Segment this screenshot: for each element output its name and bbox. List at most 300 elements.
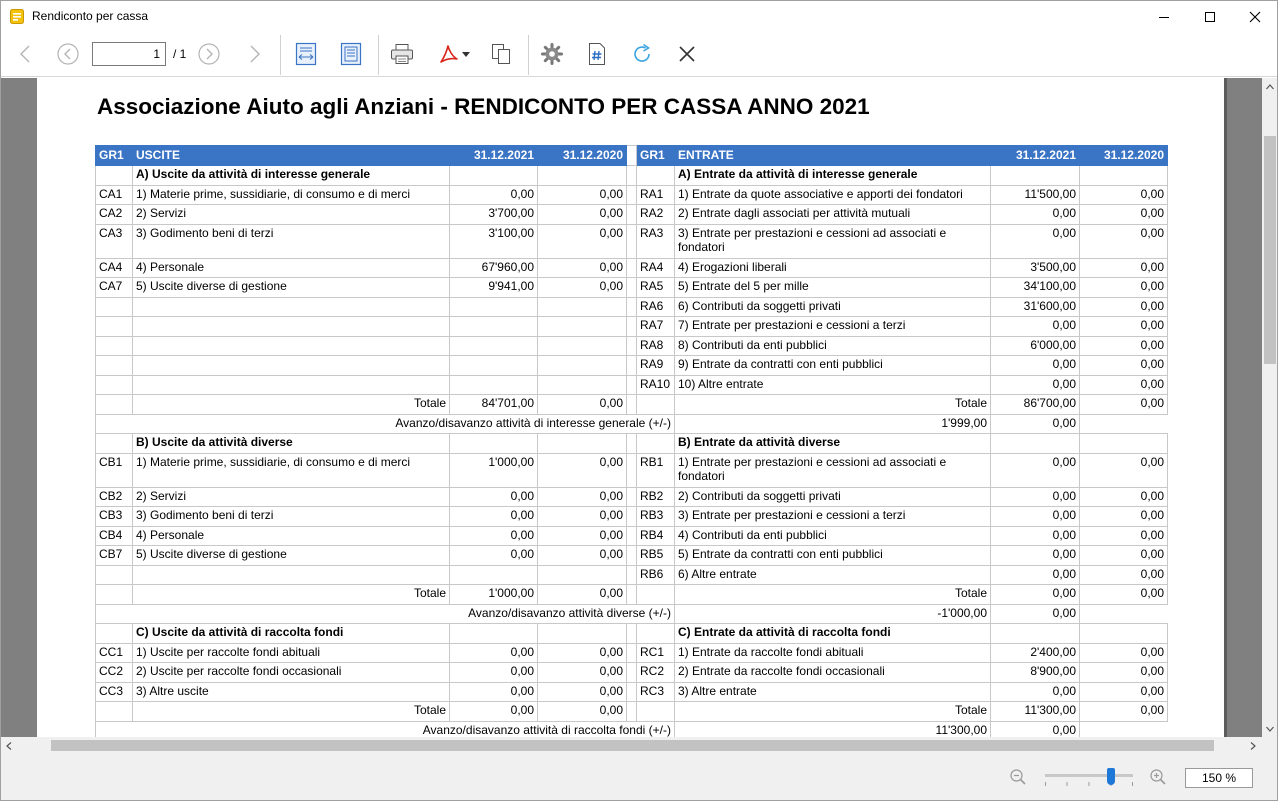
close-x-icon (678, 45, 696, 63)
circle-chevron-left-icon (56, 42, 80, 66)
entrate-2020: 0,00 (1080, 258, 1168, 278)
scroll-left-button[interactable] (1, 737, 17, 754)
gr1-code: RB4 (637, 526, 675, 546)
uscite-2020: 0,00 (538, 643, 627, 663)
uscite-2021 (450, 336, 538, 356)
column-gap (627, 166, 637, 186)
entrate-desc: 6) Altre entrate (675, 565, 991, 585)
column-gap (627, 278, 637, 298)
entrate-desc: 2) Entrate dagli associati per attività mutuali (675, 205, 991, 225)
entrate-2020: 0,00 (991, 414, 1080, 434)
balance-label: Avanzo/disavanzo attività di raccolta fondi (+/-) (96, 721, 675, 737)
column-gap (627, 297, 637, 317)
circle-chevron-right-icon (197, 42, 221, 66)
arrow-up-icon (1266, 84, 1274, 90)
entrate-2021: 11'300,00 (675, 721, 991, 737)
entrate-2021 (991, 434, 1080, 454)
gr1-code (96, 317, 133, 337)
arrow-down-icon (1266, 726, 1274, 732)
document-viewport[interactable] (1, 78, 1262, 737)
gr1-code: CA4 (96, 258, 133, 278)
gr1-code: CA2 (96, 205, 133, 225)
entrate-2020: 0,00 (1080, 395, 1168, 415)
first-page-button[interactable] (13, 38, 37, 70)
gr1-code: RC2 (637, 663, 675, 683)
maximize-button[interactable] (1187, 1, 1233, 32)
gr1-code: RB3 (637, 507, 675, 527)
gr1-code (637, 434, 675, 454)
uscite-2021: 0,00 (450, 663, 538, 683)
table-row (96, 317, 1168, 337)
entrate-2021: 0,00 (991, 682, 1080, 702)
pdf-icon (437, 42, 461, 66)
uscite-2021: 0,00 (450, 185, 538, 205)
toolbar-separator (378, 35, 379, 75)
vertical-scroll-thumb[interactable] (1264, 136, 1276, 364)
report-title: Associazione Aiuto agli Anziani - RENDICONTO PER CASSA ANNO 2021 (97, 94, 870, 119)
uscite-desc: 1) Materie prime, sussidiarie, di consumo e di merci (133, 185, 450, 205)
printer-icon (390, 43, 414, 65)
entrate-2020 (1080, 434, 1168, 454)
entrate-2021: 0,00 (991, 224, 1080, 258)
zoom-out-button[interactable] (1007, 766, 1029, 788)
column-gap (627, 585, 637, 605)
entrate-2020: 0,00 (1080, 663, 1168, 683)
gr1-code: RA10 (637, 375, 675, 395)
table-row (96, 356, 1168, 376)
gr1-code (96, 297, 133, 317)
table-row (96, 643, 1168, 663)
dropdown-arrow-icon (461, 50, 471, 58)
entrate-desc: 4) Contributi da enti pubblici (675, 526, 991, 546)
gr1-code (96, 702, 133, 722)
uscite-2020: 0,00 (538, 702, 627, 722)
entrate-2020: 0,00 (991, 721, 1080, 737)
column-gap (627, 682, 637, 702)
scroll-down-button[interactable] (1262, 720, 1278, 737)
page-shadow (1224, 78, 1227, 737)
gr1-code: RA3 (637, 224, 675, 258)
total-row (96, 702, 1168, 722)
uscite-desc (133, 375, 450, 395)
last-page-button[interactable] (243, 38, 267, 70)
table-row (96, 224, 1168, 258)
uscite-desc: Totale (133, 702, 450, 722)
zoom-level-field[interactable]: 150 % (1185, 768, 1253, 788)
gr1-code: CB3 (96, 507, 133, 527)
uscite-2020: 0,00 (538, 546, 627, 566)
column-gap (627, 224, 637, 258)
column-gap (627, 702, 637, 722)
app-icon (10, 9, 24, 24)
uscite-2021 (450, 434, 538, 454)
entrate-2021: 11'300,00 (991, 702, 1080, 722)
uscite-desc: 5) Uscite diverse di gestione (133, 278, 450, 298)
gr1-code (637, 702, 675, 722)
horizontal-scroll-thumb[interactable] (51, 740, 1214, 751)
page-number-button[interactable] (583, 38, 611, 70)
gr1-code: RA8 (637, 336, 675, 356)
table-row (96, 487, 1168, 507)
table-row (96, 185, 1168, 205)
arrow-right-icon (1250, 742, 1256, 750)
entrate-desc: 1) Entrate da quote associative e apporti dei fondatori (675, 185, 991, 205)
uscite-desc: 1) Materie prime, sussidiarie, di consumo e di merci (133, 453, 450, 487)
page-hash-icon (587, 42, 607, 66)
gr1-code (96, 356, 133, 376)
uscite-2021: 3'700,00 (450, 205, 538, 225)
gr1-code: RB5 (637, 546, 675, 566)
entrate-desc: 3) Altre entrate (675, 682, 991, 702)
close-report-button[interactable] (673, 38, 701, 70)
column-gap (627, 643, 637, 663)
gr1-code: CB4 (96, 526, 133, 546)
vertical-scrollbar[interactable] (1262, 78, 1278, 737)
entrate-desc: 6) Contributi da soggetti privati (675, 297, 991, 317)
uscite-desc (133, 317, 450, 337)
entrate-2021: 6'000,00 (991, 336, 1080, 356)
uscite-desc: 4) Personale (133, 526, 450, 546)
close-icon (1249, 11, 1261, 23)
toolbar-separator (528, 35, 529, 75)
entrate-2021: 31'600,00 (991, 297, 1080, 317)
uscite-desc (133, 336, 450, 356)
table-row (96, 682, 1168, 702)
fit-width-button[interactable] (291, 38, 321, 70)
uscite-2021 (450, 624, 538, 644)
uscite-desc: 2) Uscite per raccolte fondi occasionali (133, 663, 450, 683)
uscite-desc (133, 565, 450, 585)
gr1-code: RA5 (637, 278, 675, 298)
entrate-desc: 9) Entrate da contratti con enti pubblici (675, 356, 991, 376)
table-row (96, 375, 1168, 395)
column-gap (627, 375, 637, 395)
entrate-2021: 0,00 (991, 356, 1080, 376)
table-row (96, 297, 1168, 317)
gr1-code (637, 395, 675, 415)
column-gap (627, 434, 637, 454)
column-gap (627, 317, 637, 337)
uscite-desc (133, 297, 450, 317)
uscite-2021: 9'941,00 (450, 278, 538, 298)
gr1-code (96, 166, 133, 186)
uscite-2020 (538, 317, 627, 337)
entrate-2021: 11'500,00 (991, 185, 1080, 205)
header-date: 31.12.2020 (538, 146, 627, 166)
entrate-2021 (991, 624, 1080, 644)
entrate-2021: 0,00 (991, 487, 1080, 507)
uscite-2020 (538, 166, 627, 186)
uscite-2021: 84'701,00 (450, 395, 538, 415)
uscite-2020 (538, 375, 627, 395)
section-row (96, 166, 1168, 186)
column-gap (627, 356, 637, 376)
gr1-code: CA3 (96, 224, 133, 258)
uscite-2020: 0,00 (538, 205, 627, 225)
gr1-code (96, 624, 133, 644)
gr1-code (96, 434, 133, 454)
table-row (96, 453, 1168, 487)
entrate-2021: 1'999,00 (675, 414, 991, 434)
entrate-2021: 0,00 (991, 205, 1080, 225)
uscite-2020 (538, 624, 627, 644)
zoom-slider[interactable] (1045, 774, 1133, 777)
entrate-2021: 34'100,00 (991, 278, 1080, 298)
zoom-in-button[interactable] (1147, 766, 1169, 788)
uscite-desc: 3) Godimento beni di terzi (133, 507, 450, 527)
gr1-code (96, 565, 133, 585)
uscite-2021: 67'960,00 (450, 258, 538, 278)
entrate-desc: C) Entrate da attività di raccolta fondi (675, 624, 991, 644)
column-gap (627, 487, 637, 507)
uscite-2021 (450, 356, 538, 376)
entrate-desc: 2) Entrate da raccolte fondi occasionali (675, 663, 991, 683)
table-row (96, 336, 1168, 356)
uscite-desc: 2) Servizi (133, 487, 450, 507)
gr1-code: CB2 (96, 487, 133, 507)
column-gap (627, 565, 637, 585)
uscite-2020 (538, 565, 627, 585)
column-gap (627, 453, 637, 487)
balance-row (96, 604, 1168, 624)
entrate-desc: Totale (675, 585, 991, 605)
entrate-2021: 0,00 (991, 375, 1080, 395)
entrate-2020: 0,00 (1080, 643, 1168, 663)
gear-icon (540, 42, 564, 66)
entrate-2020: 0,00 (1080, 487, 1168, 507)
scroll-up-button[interactable] (1262, 78, 1278, 95)
uscite-2020: 0,00 (538, 453, 627, 487)
gr1-code: RC3 (637, 682, 675, 702)
previous-page-button[interactable] (55, 38, 81, 70)
header-date: 31.12.2020 (1080, 146, 1168, 166)
uscite-2020: 0,00 (538, 663, 627, 683)
column-gap (627, 258, 637, 278)
uscite-2021 (450, 565, 538, 585)
entrate-2020: 0,00 (1080, 702, 1168, 722)
arrow-left-icon (6, 742, 12, 750)
section-row (96, 434, 1168, 454)
gr1-code: RA4 (637, 258, 675, 278)
uscite-2020: 0,00 (538, 682, 627, 702)
header-date: 31.12.2021 (991, 146, 1080, 166)
uscite-desc: Totale (133, 585, 450, 605)
entrate-2020: 0,00 (1080, 375, 1168, 395)
fit-page-button[interactable] (337, 38, 365, 70)
uscite-desc: Totale (133, 395, 450, 415)
table-header-row (96, 146, 1168, 166)
entrate-desc: 2) Contributi da soggetti privati (675, 487, 991, 507)
entrate-desc: 5) Entrate del 5 per mille (675, 278, 991, 298)
gr1-code: RA2 (637, 205, 675, 225)
entrate-2020: 0,00 (1080, 546, 1168, 566)
zoom-slider-ticks (1045, 782, 1133, 786)
table-row (96, 507, 1168, 527)
entrate-2020: 0,00 (1080, 278, 1168, 298)
column-gap (627, 205, 637, 225)
entrate-2021: 0,00 (991, 317, 1080, 337)
uscite-2021: 1'000,00 (450, 453, 538, 487)
gr1-code: RB1 (637, 453, 675, 487)
entrate-desc: Totale (675, 395, 991, 415)
next-page-button[interactable] (196, 38, 222, 70)
uscite-2021 (450, 297, 538, 317)
entrate-2020: 0,00 (1080, 507, 1168, 527)
uscite-2021: 0,00 (450, 643, 538, 663)
title-bar (1, 1, 1277, 32)
gr1-code: RB6 (637, 565, 675, 585)
column-gap (627, 526, 637, 546)
uscite-2020: 0,00 (538, 278, 627, 298)
column-gap (627, 146, 637, 166)
uscite-desc: 5) Uscite diverse di gestione (133, 546, 450, 566)
entrate-2020: 0,00 (1080, 682, 1168, 702)
entrate-desc: 5) Entrate da contratti con enti pubblici (675, 546, 991, 566)
header-gr1: GR1 (637, 146, 675, 166)
column-gap (627, 336, 637, 356)
print-button[interactable] (387, 38, 417, 70)
entrate-2021 (991, 166, 1080, 186)
header-entrate: ENTRATE (675, 146, 991, 166)
uscite-2021 (450, 166, 538, 186)
uscite-2020: 0,00 (538, 185, 627, 205)
zoom-slider-thumb[interactable] (1107, 768, 1115, 785)
uscite-2021: 0,00 (450, 507, 538, 527)
uscite-2020 (538, 356, 627, 376)
header-gr1: GR1 (96, 146, 133, 166)
gr1-code: RA7 (637, 317, 675, 337)
entrate-2020 (1080, 624, 1168, 644)
entrate-2021: 0,00 (991, 565, 1080, 585)
gr1-code (637, 585, 675, 605)
uscite-2020: 0,00 (538, 585, 627, 605)
entrate-2021: 0,00 (991, 546, 1080, 566)
close-window-button[interactable] (1232, 1, 1278, 32)
uscite-desc: 2) Servizi (133, 205, 450, 225)
entrate-2020: 0,00 (1080, 453, 1168, 487)
balance-label: Avanzo/disavanzo attività di interesse generale (+/-) (96, 414, 675, 434)
window-title: Rendiconto per cassa (32, 9, 149, 23)
page-number-input[interactable]: 1 (92, 42, 166, 66)
entrate-desc: 8) Contributi da enti pubblici (675, 336, 991, 356)
entrate-2021: -1'000,00 (675, 604, 991, 624)
section-row (96, 624, 1168, 644)
uscite-2021: 0,00 (450, 682, 538, 702)
uscite-2020: 0,00 (538, 224, 627, 258)
column-gap (627, 546, 637, 566)
horizontal-scrollbar[interactable] (1, 737, 1262, 754)
column-gap (627, 395, 637, 415)
scrollbar-corner (1262, 737, 1278, 754)
entrate-desc: 7) Entrate per prestazioni e cessioni a terzi (675, 317, 991, 337)
uscite-desc: A) Uscite da attività di interesse generale (133, 166, 450, 186)
settings-button[interactable] (537, 38, 567, 70)
gr1-code (96, 375, 133, 395)
minimize-icon (1158, 11, 1170, 23)
column-gap (627, 185, 637, 205)
entrate-2020: 0,00 (991, 604, 1080, 624)
export-pdf-button[interactable] (431, 38, 477, 70)
refresh-icon (630, 42, 654, 66)
entrate-2020: 0,00 (1080, 585, 1168, 605)
uscite-2020 (538, 297, 627, 317)
gr1-code: CA1 (96, 185, 133, 205)
uscite-2020: 0,00 (538, 526, 627, 546)
minimize-button[interactable] (1141, 1, 1187, 32)
zoom-out-icon (1009, 768, 1027, 786)
copy-button[interactable] (487, 38, 515, 70)
uscite-2021: 3'100,00 (450, 224, 538, 258)
report-page (37, 78, 1224, 737)
entrate-2020: 0,00 (1080, 336, 1168, 356)
report-table (95, 145, 1168, 737)
toolbar-separator (280, 35, 281, 75)
uscite-desc: 4) Personale (133, 258, 450, 278)
uscite-2020: 0,00 (538, 395, 627, 415)
entrate-2020: 0,00 (1080, 565, 1168, 585)
entrate-desc: 1) Entrate da raccolte fondi abituali (675, 643, 991, 663)
uscite-2021: 0,00 (450, 487, 538, 507)
uscite-2021: 1'000,00 (450, 585, 538, 605)
gr1-code (637, 624, 675, 644)
column-gap (627, 624, 637, 644)
uscite-2020 (538, 434, 627, 454)
entrate-desc: 3) Entrate per prestazioni e cessioni ad associati e fondatori (675, 224, 991, 258)
entrate-2021: 0,00 (991, 507, 1080, 527)
uscite-desc: 3) Godimento beni di terzi (133, 224, 450, 258)
chevron-left-icon (19, 44, 31, 64)
uscite-2020 (538, 336, 627, 356)
balance-label: Avanzo/disavanzo attività diverse (+/-) (96, 604, 675, 624)
uscite-desc: C) Uscite da attività di raccolta fondi (133, 624, 450, 644)
entrate-2021: 86'700,00 (991, 395, 1080, 415)
gr1-code (637, 166, 675, 186)
toolbar (1, 32, 1277, 77)
entrate-2020: 0,00 (1080, 224, 1168, 258)
chevron-right-icon (249, 44, 261, 64)
header-date: 31.12.2021 (450, 146, 538, 166)
gr1-code (96, 395, 133, 415)
gr1-code: RB2 (637, 487, 675, 507)
scroll-right-button[interactable] (1245, 737, 1261, 754)
gr1-code: RA9 (637, 356, 675, 376)
uscite-2021 (450, 317, 538, 337)
entrate-2020: 0,00 (1080, 205, 1168, 225)
uscite-2021: 0,00 (450, 526, 538, 546)
uscite-desc: 1) Uscite per raccolte fondi abituali (133, 643, 450, 663)
status-bar (1, 754, 1277, 801)
page-total: / 1 (173, 47, 187, 61)
entrate-2021: 0,00 (991, 453, 1080, 487)
total-row (96, 395, 1168, 415)
header-uscite: USCITE (133, 146, 450, 166)
entrate-desc: 1) Entrate per prestazioni e cessioni ad associati e fondatori (675, 453, 991, 487)
entrate-2020 (1080, 166, 1168, 186)
gr1-code: CB7 (96, 546, 133, 566)
entrate-2020: 0,00 (1080, 185, 1168, 205)
uscite-desc: 3) Altre uscite (133, 682, 450, 702)
uscite-2020: 0,00 (538, 507, 627, 527)
maximize-icon (1204, 11, 1216, 23)
total-row (96, 585, 1168, 605)
entrate-desc: B) Entrate da attività diverse (675, 434, 991, 454)
uscite-2020: 0,00 (538, 258, 627, 278)
entrate-desc: Totale (675, 702, 991, 722)
entrate-2021: 2'400,00 (991, 643, 1080, 663)
table-row (96, 526, 1168, 546)
refresh-button[interactable] (627, 38, 657, 70)
table-row (96, 258, 1168, 278)
